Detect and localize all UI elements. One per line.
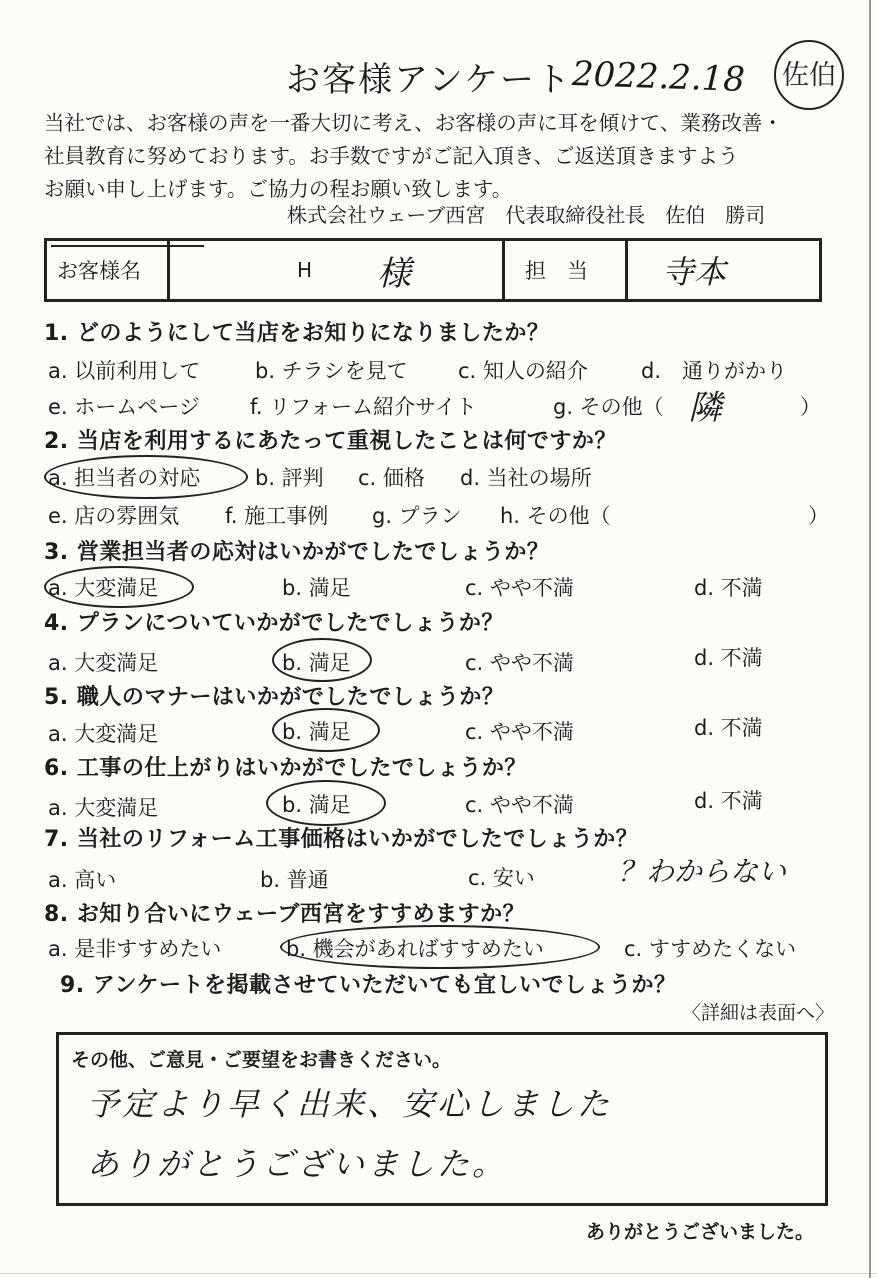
question-8: 8. お知り合いにウェーブ西宮をすすめますか？ bbox=[44, 902, 526, 927]
q1-option-d: d. 通りがかり bbox=[641, 359, 788, 383]
q3-option-d: d. 不満 bbox=[694, 576, 763, 600]
q2-option-a: a. 担当者の対応 bbox=[48, 466, 201, 490]
customer-name-label: お客様名 bbox=[57, 259, 141, 283]
q2-option-f: f. 施工事例 bbox=[225, 504, 329, 528]
comment-label: その他、ご意見・ご要望をお書きください。 bbox=[71, 1049, 452, 1071]
q2-option-e: e. 店の雰囲気 bbox=[48, 504, 180, 528]
intro-line: 社員教育に努めております。お手数ですがご記入頂き、ご返送頂きますよう bbox=[44, 144, 739, 168]
q3-option-c: c. やや不満 bbox=[465, 576, 574, 600]
q1-option-e: e. ホームページ bbox=[48, 395, 200, 419]
q6-option-d: d. 不満 bbox=[694, 789, 763, 813]
staff-name-handwritten: 寺本 bbox=[662, 253, 727, 291]
q4-option-b: b. 満足 bbox=[282, 651, 351, 675]
q2-option-c: c. 価格 bbox=[358, 466, 425, 490]
q3-option-a: a. 大変満足 bbox=[48, 576, 159, 600]
q7-handwritten-answer: ？わからない bbox=[618, 855, 787, 888]
table-divider bbox=[502, 241, 505, 299]
q4-option-d: d. 不満 bbox=[694, 646, 763, 670]
question-7: 7. 当社のリフォーム工事価格はいかがでしたでしょうか？ bbox=[44, 827, 639, 852]
intro-line: お願い申し上げます。ご協力の程お願い致します。 bbox=[44, 177, 513, 201]
intro-text bbox=[44, 107, 783, 206]
q8-option-a: a. 是非すすめたい bbox=[48, 937, 222, 961]
q8-option-c: c. すすめたくない bbox=[624, 937, 797, 961]
q7-option-b: b. 普通 bbox=[260, 868, 329, 892]
table-divider bbox=[167, 241, 170, 299]
question-2: 2. 当店を利用するにあたって重視したことは何ですか？ bbox=[44, 429, 617, 454]
handwritten-date: 2022.2.18 bbox=[571, 54, 746, 101]
q6-option-a: a. 大変満足 bbox=[48, 796, 159, 820]
customer-table bbox=[44, 238, 822, 302]
comment-line-2: ありがとうございました。 bbox=[87, 1145, 508, 1183]
q7-option-c: c. 安い bbox=[468, 866, 535, 890]
q2-option-d: d. 当社の場所 bbox=[460, 466, 592, 490]
q1-option-b: b. チラシを見て bbox=[255, 359, 408, 383]
comment-line-1: 予定より早く出来、安心しました bbox=[87, 1085, 613, 1123]
question-1: 1. どのようにして当店をお知りになりましたか？ bbox=[44, 321, 550, 346]
question-4: 4. プランについていかがでしたでしょうか？ bbox=[44, 611, 504, 636]
q4-option-a: a. 大変満足 bbox=[48, 651, 159, 675]
q1-option-f: f. リフォーム紹介サイト bbox=[250, 395, 477, 419]
intro-line: 当社では、お客様の声を一番大切に考え、お客様の声に耳を傾けて、業務改善・ bbox=[44, 111, 783, 135]
company-signature: 株式会社ウェーブ西宮 代表取締役社長 佐伯 勝司 bbox=[287, 203, 766, 227]
q1-option-g: g. その他（ bbox=[553, 395, 664, 419]
q1-option-c: c. 知人の紹介 bbox=[458, 359, 588, 383]
q1-other-answer: 隣 bbox=[688, 388, 722, 428]
customer-name-value: H bbox=[297, 258, 313, 282]
page-edge bbox=[869, 0, 871, 1278]
question-3: 3. 営業担当者の応対はいかがでしたでしょうか？ bbox=[44, 540, 550, 565]
details-note: 〈詳細は表面へ〉 bbox=[682, 1002, 835, 1024]
q8-option-b: b. 機会があればすすめたい bbox=[286, 937, 544, 961]
q3-option-b: b. 満足 bbox=[282, 576, 351, 600]
q1-option-g-close: ） bbox=[800, 395, 821, 419]
survey-title: お客様アンケート bbox=[286, 60, 572, 100]
q6-option-c: c. やや不満 bbox=[465, 793, 574, 817]
q2-option-b: b. 評判 bbox=[255, 466, 324, 490]
q5-option-c: c. やや不満 bbox=[465, 720, 574, 744]
staff-label: 担 当 bbox=[525, 259, 588, 283]
q5-option-b: b. 満足 bbox=[282, 720, 351, 744]
question-5: 5. 職人のマナーはいかがでしたでしょうか？ bbox=[44, 685, 505, 710]
q5-option-a: a. 大変満足 bbox=[48, 722, 159, 746]
q6-option-b: b. 満足 bbox=[282, 793, 351, 817]
page-edge-bottom bbox=[0, 1273, 877, 1274]
footer-thanks: ありがとうございました。 bbox=[586, 1221, 815, 1243]
q1-option-a: a. 以前利用して bbox=[48, 359, 201, 383]
customer-name-suffix: 様 bbox=[377, 253, 411, 294]
q2-option-h: h. その他（ bbox=[500, 504, 611, 528]
comment-box bbox=[56, 1032, 828, 1206]
q2-option-g: g. プラン bbox=[372, 504, 462, 528]
question-6: 6. 工事の仕上がりはいかがでしたでしょうか？ bbox=[44, 756, 527, 781]
table-divider bbox=[625, 241, 628, 299]
q4-option-c: c. やや不満 bbox=[465, 651, 574, 675]
question-9: 9. アンケートを掲載させていただいても宜しいでしょうか？ bbox=[60, 973, 677, 998]
q2-option-h-close: ） bbox=[808, 504, 829, 528]
seal-stamp: 佐伯 bbox=[774, 40, 844, 110]
q7-option-a: a. 高い bbox=[48, 868, 117, 892]
q5-option-d: d. 不満 bbox=[694, 716, 763, 740]
